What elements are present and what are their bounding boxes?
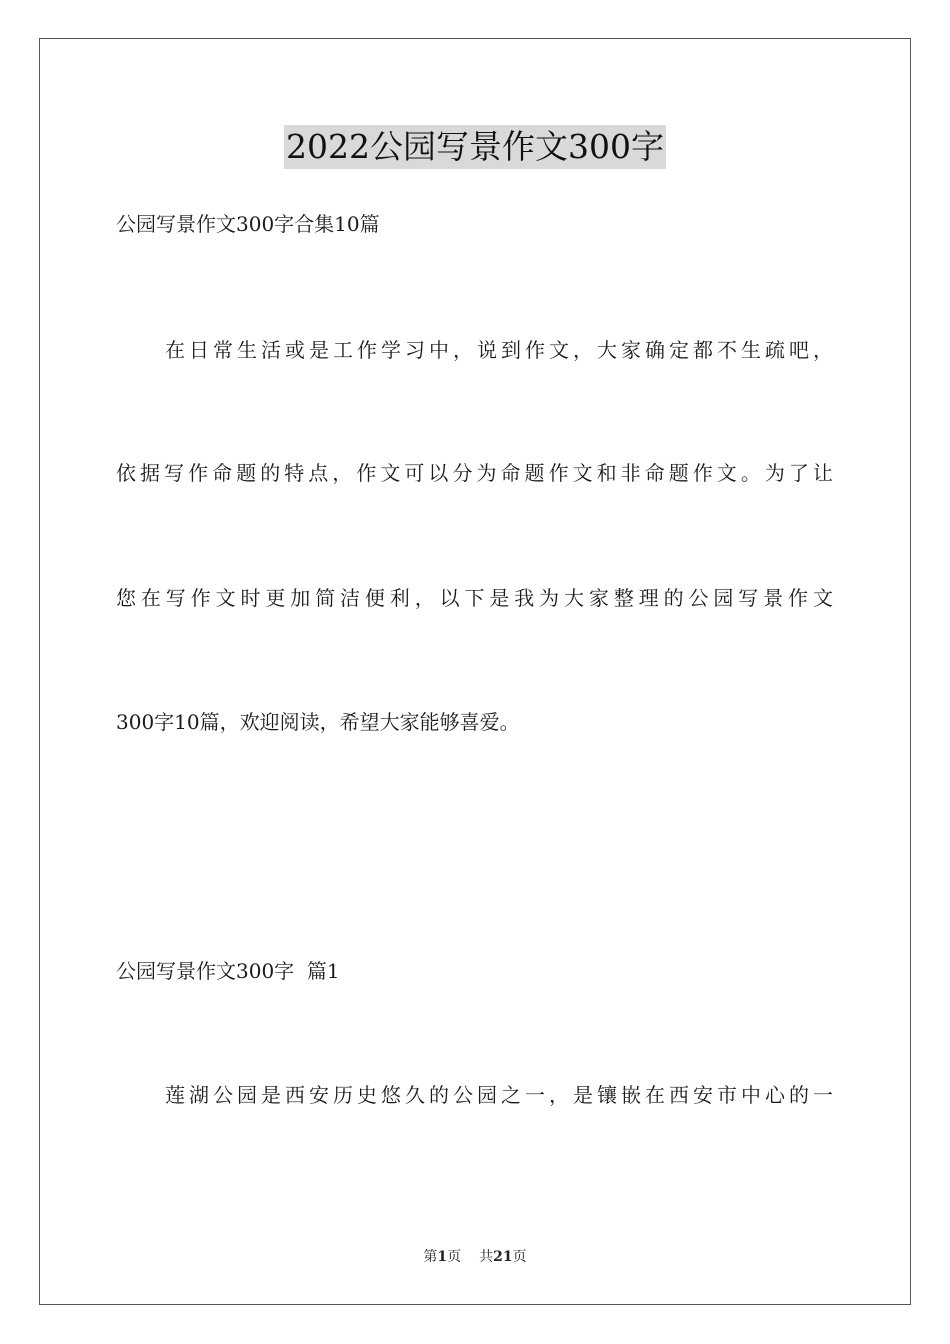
section-heading: 公园写景作文300字 篇1 [116, 959, 340, 983]
document-subtitle: 公园写景作文300字合集10篇 [116, 212, 380, 236]
intro-line-3: 您 在 写 作 文 时 更 加 简 洁 便 利 ， 以 下 是 我 为 大 家 整 理 的 公 园 写 景 作 文 [116, 586, 833, 610]
page-footer [0, 1247, 950, 1267]
intro-line-4: 300字10篇，欢迎阅读，希望大家能够喜爱。 [116, 710, 520, 734]
intro-line-1: 在 日 常 生 活 或 是 工 作 学 习 中 ， 说 到 作 文 ， 大 家 确 定 都 不 生 疏 吧 ， [165, 338, 833, 362]
footer-total-prefix: 共 [479, 1249, 494, 1265]
footer-total-suffix: 页 [512, 1249, 527, 1265]
section-first-line: 莲 湖 公 园 是 西 安 历 史 悠 久 的 公 园 之 一 ， 是 镶 嵌 在 西 安 市 中 心 的 一 [165, 1083, 833, 1107]
title-container [0, 125, 950, 169]
footer-total-pages: 21 [493, 1249, 513, 1265]
footer-page-suffix: 页 [447, 1249, 462, 1265]
footer-page-number: 1 [437, 1249, 448, 1265]
footer-page-prefix: 第 [423, 1249, 438, 1265]
document-title: 2022公园写景作文300字 [284, 125, 666, 169]
intro-line-2: 依 据 写 作 命 题 的 特 点 ， 作 文 可 以 分 为 命 题 作 文 和 非 命 题 作 文 。 为 了 让 [116, 461, 833, 485]
